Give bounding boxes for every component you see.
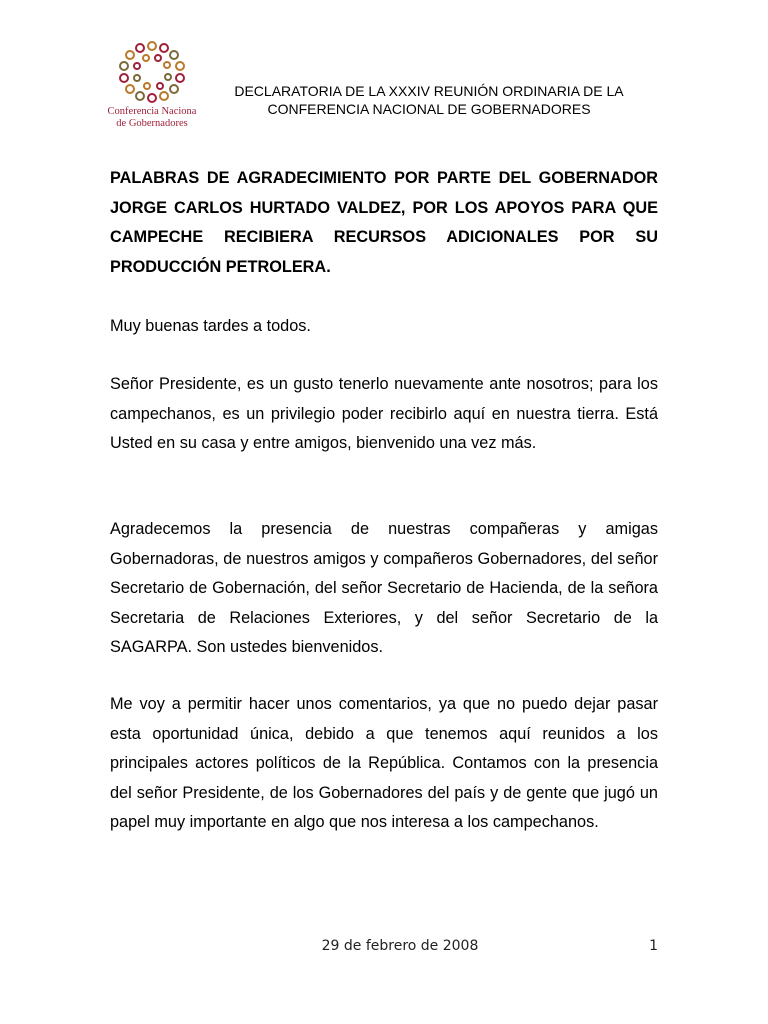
document-header-title: DECLARATORIA DE LA XXXIV REUNIÓN ORDINARIA DE LA CONFERENCIA NACIONAL DE GOBERNADORES [234,83,624,117]
conago-emblem-icon [110,38,194,106]
footer-date: 29 de febrero de 2008 [321,938,479,954]
logo-caption [104,106,200,130]
page-number: 1 [649,938,658,954]
conago-logo [104,38,200,134]
logo-caption-line2: de Gobernadores [116,118,188,129]
paragraph-acknowledgements: Agradecemos la presencia de nuestras compañeras y amigas Gobernadoras, de nuestros amigos y compañeros Gobernadores, del señor Secretario de Gobernación, del señor Secretario de Hacienda, de la señora Secretaria de Relaciones Exteriores, y del señor Secretario de la SAGARPA. Son ustedes bienvenidos. [110,520,658,656]
paragraph-welcome-president: Señor Presidente, es un gusto tenerlo nuevamente ante nosotros; para los campechanos, es un privilegio poder recibirlo aquí en nuestra tierra. Está Usted en su casa y entre amigos, bienvenido una vez más. [110,375,658,452]
logo-caption-line1: Conferencia Naciona [107,106,197,117]
paragraph-greeting: Muy buenas tardes a todos. [110,317,311,335]
speech-heading: PALABRAS DE AGRADECIMIENTO POR PARTE DEL GOBERNADOR JORGE CARLOS HURTADO VALDEZ, POR LOS APOYOS PARA QUE CAMPECHE RECIBIERA RECURSOS ADICIONALES POR SU PRODUCCIÓN PETROLERA. [110,169,658,276]
paragraph-comments: Me voy a permitir hacer unos comentarios, ya que no puedo dejar pasar esta oportunidad única, debido a que tenemos aquí reunidos a los principales actores políticos de la República. Contamos con la presencia del señor Presidente, de los Gobernadores del país y de gente que jugó un papel muy importante en algo que nos interesa a los campechanos. [110,695,658,831]
